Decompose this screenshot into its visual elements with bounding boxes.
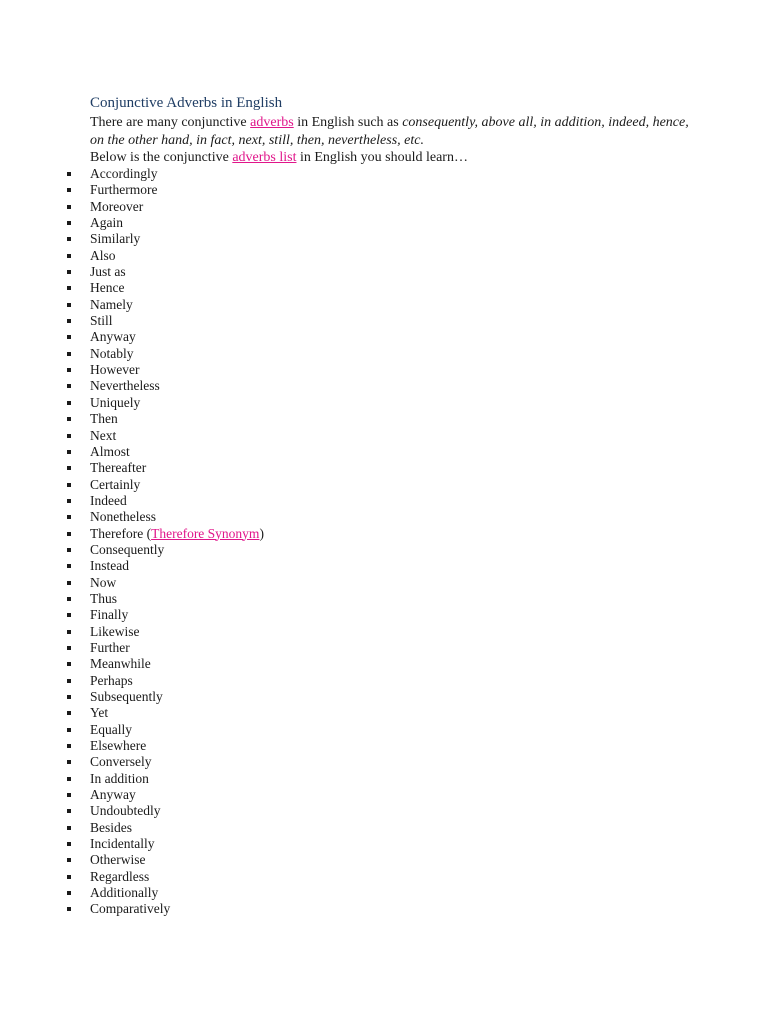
bullet-icon bbox=[67, 842, 71, 846]
list-item-label: Instead bbox=[90, 558, 129, 574]
adverbs-link[interactable]: adverbs bbox=[250, 115, 294, 130]
list-item-label: Therefore bbox=[90, 525, 144, 541]
bullet-icon bbox=[67, 646, 71, 650]
list-item-label: However bbox=[90, 362, 140, 378]
bullet-icon bbox=[67, 286, 71, 290]
list-item-label: Nonetheless bbox=[90, 509, 156, 525]
intro-line-1 bbox=[90, 114, 690, 149]
intro-examples: consequently, above all, in addition, indeed, hence, on the other hand, in fact, next, still, then, nevertheless, etc. bbox=[90, 115, 689, 148]
bullet-icon bbox=[67, 548, 71, 552]
list-item-label: Conversely bbox=[90, 754, 152, 770]
list-item-label: Also bbox=[90, 247, 116, 263]
list-item-label: Just as bbox=[90, 264, 126, 280]
therefore-synonym-link[interactable]: Therefore Synonym bbox=[151, 525, 260, 541]
bullet-icon bbox=[67, 597, 71, 601]
bullet-icon bbox=[67, 466, 71, 470]
bullet-icon bbox=[67, 891, 71, 895]
bullet-icon bbox=[67, 335, 71, 339]
list-item-label: Meanwhile bbox=[90, 656, 151, 672]
bullet-icon bbox=[67, 450, 71, 454]
list-item-label: Moreover bbox=[90, 198, 144, 214]
list-item-label: Furthermore bbox=[90, 182, 158, 198]
list-item-label: Namely bbox=[90, 296, 133, 312]
bullet-icon bbox=[67, 417, 71, 421]
bullet-icon bbox=[67, 352, 71, 356]
list-item-label: Almost bbox=[90, 443, 130, 459]
list-item-label: Again bbox=[90, 215, 123, 231]
list-item-label: Nevertheless bbox=[90, 378, 160, 394]
list-item-label: Yet bbox=[90, 705, 109, 721]
list-item-label: Finally bbox=[90, 607, 129, 623]
intro-paragraph bbox=[90, 114, 690, 167]
list-item-label: Further bbox=[90, 639, 130, 655]
intro-text: in English such as bbox=[293, 115, 403, 130]
list-item-label: Subsequently bbox=[90, 689, 163, 704]
bullet-icon bbox=[67, 875, 71, 879]
list-item-label: Likewise bbox=[90, 623, 140, 639]
list-item-label: Comparatively bbox=[90, 901, 171, 917]
bullet-icon bbox=[67, 221, 71, 225]
list-item-label: Still bbox=[90, 313, 113, 329]
list-item-label: Equally bbox=[90, 721, 132, 737]
bullet-icon bbox=[67, 630, 71, 634]
list-item-label: Undoubtedly bbox=[90, 803, 161, 819]
list-item-label: Thus bbox=[90, 590, 117, 606]
list-item-label: Uniquely bbox=[90, 394, 141, 410]
list-item-label: Now bbox=[90, 574, 117, 590]
intro-text: in English you should learn… bbox=[296, 150, 468, 165]
list-item-label: Hence bbox=[90, 280, 125, 296]
list-item-label: Accordingly bbox=[90, 166, 158, 181]
bullet-icon bbox=[67, 401, 71, 405]
bullet-icon bbox=[67, 434, 71, 438]
bullet-icon bbox=[67, 188, 71, 192]
bullet-icon bbox=[67, 532, 71, 536]
adverbs-list-link[interactable]: adverbs list bbox=[232, 150, 297, 165]
bullet-icon bbox=[67, 499, 71, 503]
bullet-icon bbox=[67, 237, 71, 241]
list-item-label: Thereafter bbox=[90, 460, 147, 476]
list-item-label: Certainly bbox=[90, 476, 141, 492]
bullet-icon bbox=[67, 744, 71, 748]
list-item-label: Next bbox=[90, 427, 117, 443]
bullet-icon bbox=[67, 826, 71, 830]
bullet-icon bbox=[67, 858, 71, 862]
list-item-label: Incidentally bbox=[90, 836, 155, 852]
intro-text: Below is the conjunctive bbox=[90, 150, 233, 165]
bullet-icon bbox=[67, 711, 71, 715]
bullet-icon bbox=[67, 564, 71, 568]
bullet-icon bbox=[67, 205, 71, 209]
list-item-label: Similarly bbox=[90, 231, 141, 247]
list-item-label: Anyway bbox=[90, 787, 136, 803]
page-title: Conjunctive Adverbs in English bbox=[90, 95, 283, 111]
list-item-label: Perhaps bbox=[90, 672, 133, 688]
bullet-icon bbox=[67, 679, 71, 683]
bullet-icon bbox=[67, 613, 71, 617]
bullet-icon bbox=[67, 907, 71, 911]
bullet-icon bbox=[67, 515, 71, 519]
intro-line-2 bbox=[90, 149, 690, 167]
bullet-icon bbox=[67, 270, 71, 274]
list-item-label: In addition bbox=[90, 770, 149, 786]
list-item-label: Indeed bbox=[90, 492, 127, 508]
bullet-icon bbox=[67, 695, 71, 699]
list-item-label: Besides bbox=[90, 819, 132, 835]
synonym-open: ( bbox=[143, 525, 152, 541]
bullet-icon bbox=[67, 777, 71, 781]
list-item-label: Notably bbox=[90, 345, 134, 361]
list-item-label: Then bbox=[90, 411, 118, 427]
bullet-icon bbox=[67, 172, 71, 176]
bullet-icon bbox=[67, 254, 71, 258]
bullet-icon bbox=[67, 581, 71, 585]
list-item-label: Consequently bbox=[90, 541, 165, 557]
list-item-label: Regardless bbox=[90, 868, 150, 884]
synonym-close: ) bbox=[259, 525, 264, 541]
bullet-icon bbox=[67, 319, 71, 323]
bullet-icon bbox=[67, 483, 71, 487]
bullet-icon bbox=[67, 303, 71, 307]
intro-text: There are many conjunctive bbox=[90, 115, 251, 130]
bullet-icon bbox=[67, 793, 71, 797]
bullet-icon bbox=[67, 760, 71, 764]
list-item-label: Anyway bbox=[90, 329, 136, 345]
list-item-label: Otherwise bbox=[90, 852, 146, 868]
bullet-icon bbox=[67, 809, 71, 813]
list-item-label: Elsewhere bbox=[90, 738, 147, 754]
bullet-icon bbox=[67, 368, 71, 372]
bullet-icon bbox=[67, 384, 71, 388]
bullet-icon bbox=[67, 728, 71, 732]
bullet-icon bbox=[67, 662, 71, 666]
list-item-label-therefore bbox=[90, 526, 264, 542]
list-item-label: Additionally bbox=[90, 885, 159, 901]
